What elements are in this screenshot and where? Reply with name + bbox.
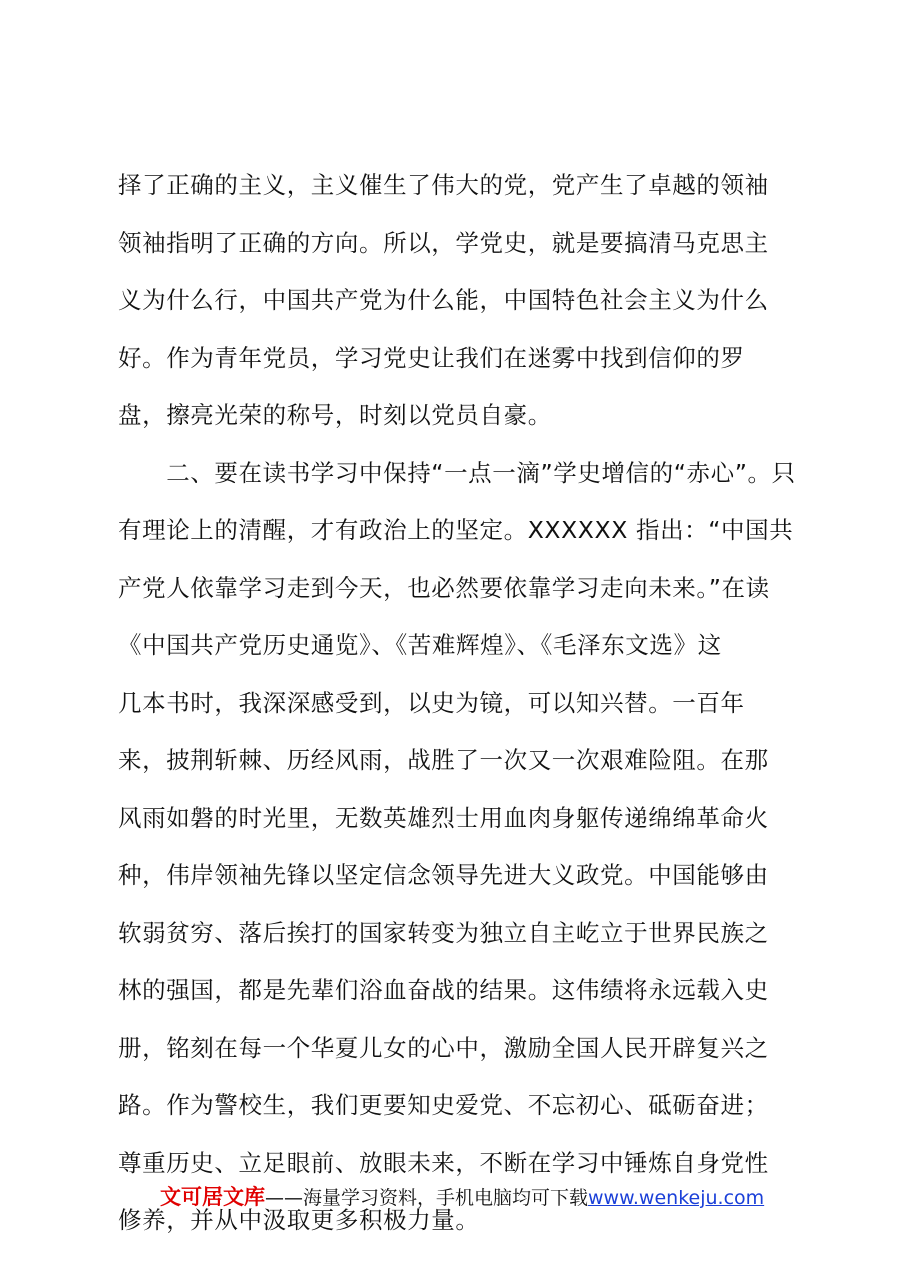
body-text-line: 路。作为警校生，我们更要知史爱党、不忘初心、砥砺奋进； bbox=[118, 1091, 769, 1119]
body-text-line: 种，伟岸领袖先锋以坚定信念领导先进大义政党。中国能够由 bbox=[118, 861, 769, 889]
body-text-line: 林的强国，都是先辈们浴血奋战的结果。这伟绩将永远载入史 bbox=[118, 976, 769, 1004]
body-text-line: 择了正确的主义，主义催生了伟大的党，党产生了卓越的领袖 bbox=[118, 171, 769, 199]
body-text-line: 几本书时，我深深感受到，以史为镜，可以知兴替。一百年 bbox=[118, 689, 745, 717]
footer-website-link[interactable]: www.wenkeju.com bbox=[588, 1187, 765, 1209]
footer-brand: 文可居文库 bbox=[160, 1185, 265, 1209]
body-text-line: 产党人依靠学习走到今天，也必然要依靠学习走向未来。”在读 bbox=[118, 574, 770, 602]
body-text-line: 来，披荆斩棘、历经风雨，战胜了一次又一次艰难险阻。在那 bbox=[118, 746, 769, 774]
body-text-line: 盘，擦亮光荣的称号，时刻以党员自豪。 bbox=[118, 401, 552, 429]
body-text-line: 义为什么行，中国共产党为什么能，中国特色社会主义为什么 bbox=[118, 286, 769, 314]
paragraph-heading-line: 二、要在读书学习中保持“一点一滴”学史增信的“赤心”。只 bbox=[118, 459, 796, 487]
body-text-line: 有理论上的清醒，才有政治上的坚定。XXXXXX 指出：“中国共 bbox=[118, 516, 794, 544]
body-text-line: 册，铭刻在每一个华夏儿女的心中，激励全国人民开辟复兴之 bbox=[118, 1034, 769, 1062]
body-text-line: 风雨如磐的时光里，无数英雄烈士用血肉身躯传递绵绵革命火 bbox=[118, 804, 769, 832]
body-text-line: 领袖指明了正确的方向。所以，学党史，就是要搞清马克思主 bbox=[118, 229, 769, 257]
footer-banner bbox=[160, 1182, 780, 1212]
body-text-line: 尊重历史、立足眼前、放眼未来，不断在学习中锤炼自身党性 bbox=[118, 1149, 769, 1177]
body-text-line: 软弱贫穷、落后挨打的国家转变为独立自主屹立于世界民族之 bbox=[118, 919, 769, 947]
footer-separator: —— bbox=[265, 1187, 303, 1209]
body-text-line: 修养，并从中汲取更多积极力量。 bbox=[118, 1206, 480, 1234]
footer-tagline: 海量学习资料，手机电脑均可下载 bbox=[303, 1187, 589, 1209]
body-text-line: 好。作为青年党员，学习党史让我们在迷雾中找到信仰的罗 bbox=[118, 344, 745, 372]
body-text-line: 《中国共产党历史通览》、《苦难辉煌》、《毛泽东文选》这 bbox=[118, 631, 722, 659]
